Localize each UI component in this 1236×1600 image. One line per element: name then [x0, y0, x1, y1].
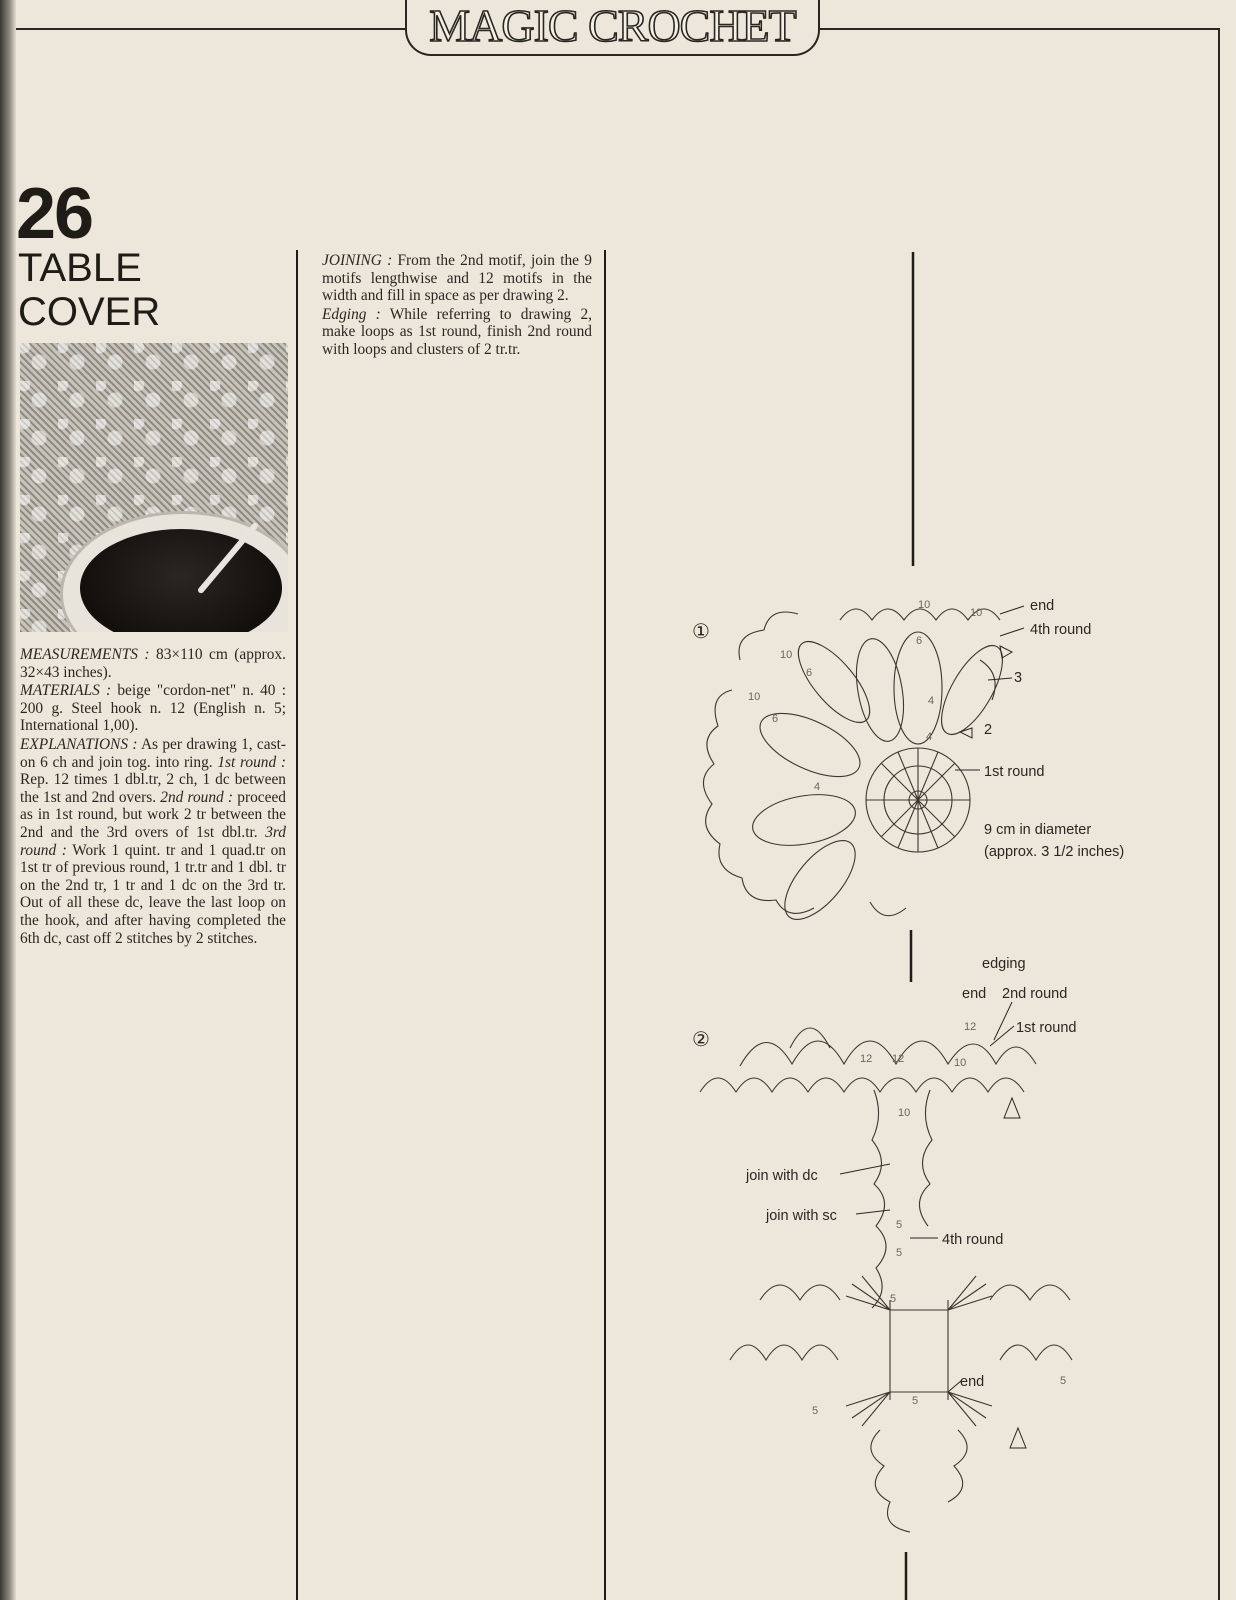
edging-text: While referring to drawing 2, make loops as 1st round, finish 2nd round with loops and clusters of 2 tr.tr.: [322, 305, 592, 358]
count-label: 5: [890, 1293, 897, 1305]
second-round-label: 2nd round :: [160, 788, 234, 806]
third-round-label: 3rd round :: [20, 823, 286, 859]
count-label: 10: [780, 649, 793, 661]
count-label: 10: [898, 1107, 911, 1119]
joining-text: From the 2nd motif, join the 9 motifs lengthwise and 12 motifs in the width and fill in space as per drawing 2.: [322, 252, 592, 305]
count-label: 10: [954, 1057, 967, 1069]
first-round-label: 1st round :: [217, 753, 286, 771]
joining-label: JOINING :: [322, 252, 393, 269]
measurements-text: 83×110 cm (approx. 32×43 inches).: [20, 646, 287, 681]
count-label: 12: [860, 1053, 873, 1065]
label-2: 2: [984, 722, 993, 738]
count-label: 10: [970, 607, 983, 619]
count-label: 5: [912, 1395, 919, 1407]
measurements-label: MEASUREMENTS :: [20, 646, 150, 663]
count-label: 5: [812, 1405, 819, 1417]
petals: [749, 631, 1015, 931]
magazine-title: MAGIC CROCHET: [405, 0, 820, 56]
pattern-title-line1: TABLE: [18, 246, 142, 290]
label-end: end: [1030, 598, 1055, 614]
label-join-with-sc: join with sc: [766, 1208, 837, 1224]
label-join-with-dc: join with dc: [746, 1168, 818, 1184]
label-1st-round: 1st round: [984, 764, 1045, 780]
count-label: 5: [1060, 1375, 1067, 1387]
materials-label: MATERIALS :: [20, 682, 112, 700]
label-diameter-imperial: (approx. 3 1/2 inches): [984, 844, 1125, 860]
label-4th-round: 4th round: [1030, 622, 1092, 638]
explanations-text-d: Work 1 quint. tr and 1 quad.tr on 1st tr of previous round, 1 tr.tr and 1 dbl. tr on the 2nd tr, 1 tr and 1 dc on the 3rd tr. Out of all these dc, leave the last loop on the hook, and after having completed the 6th dc, cast off 2 stitches by 2 stitches.: [20, 841, 286, 947]
explanations-text-a: As per drawing 1, cast-on 6 ch and join tog. into ring.: [20, 735, 286, 771]
drawing-1-marker: ①: [692, 621, 710, 643]
count-label: 4: [928, 695, 935, 707]
count-label: 5: [896, 1247, 903, 1259]
count-label: 12: [892, 1053, 905, 1065]
edging-label: Edging :: [322, 305, 381, 323]
count-label: 10: [918, 599, 931, 611]
materials-text: beige "cordon-net" n. 40 : 200 g. Steel hook n. 12 (English n. 5; International 1,00).: [20, 682, 286, 735]
label-end-bottom: end: [960, 1374, 985, 1390]
pattern-title-line2: COVER: [18, 290, 161, 334]
count-label: 5: [896, 1219, 903, 1231]
explanations-label: EXPLANATIONS :: [20, 735, 138, 753]
label-2nd-round: 2nd round: [1002, 986, 1068, 1002]
count-label: 4: [926, 731, 933, 743]
drawing-2-joined-motifs: [700, 1028, 1072, 1532]
count-label: 6: [806, 667, 813, 679]
label-end-top: end: [962, 986, 987, 1002]
label-diameter: 9 cm in diameter: [984, 822, 1092, 838]
drawing-2-marker: ②: [692, 1029, 710, 1051]
explanations-text-b: Rep. 12 times 1 dbl.tr, 2 ch, 1 dc between the 1st and 2nd overs.: [20, 771, 286, 806]
drawing-2-leaders: [840, 1002, 1026, 1448]
count-label: 10: [748, 691, 761, 703]
drawing-1-leaders: [955, 606, 1024, 770]
pattern-number: 26: [16, 174, 93, 254]
label-edging: edging: [982, 956, 1026, 972]
count-label: 4: [814, 781, 821, 793]
count-label: 12: [964, 1021, 977, 1033]
count-label: 6: [772, 713, 779, 725]
count-label: 6: [916, 635, 923, 647]
drawing-2-stitch-counts: [812, 1021, 1066, 1417]
label-1st-round-d2: 1st round: [1016, 1020, 1077, 1036]
label-3: 3: [1014, 670, 1023, 686]
label-4th-round-d2: 4th round: [942, 1232, 1004, 1248]
explanations-text-c: proceed as in 1st round, but work 2 tr between the 2nd and the 3rd overs of 1st dbl.tr.: [20, 788, 286, 841]
center-spokes: [866, 748, 970, 852]
